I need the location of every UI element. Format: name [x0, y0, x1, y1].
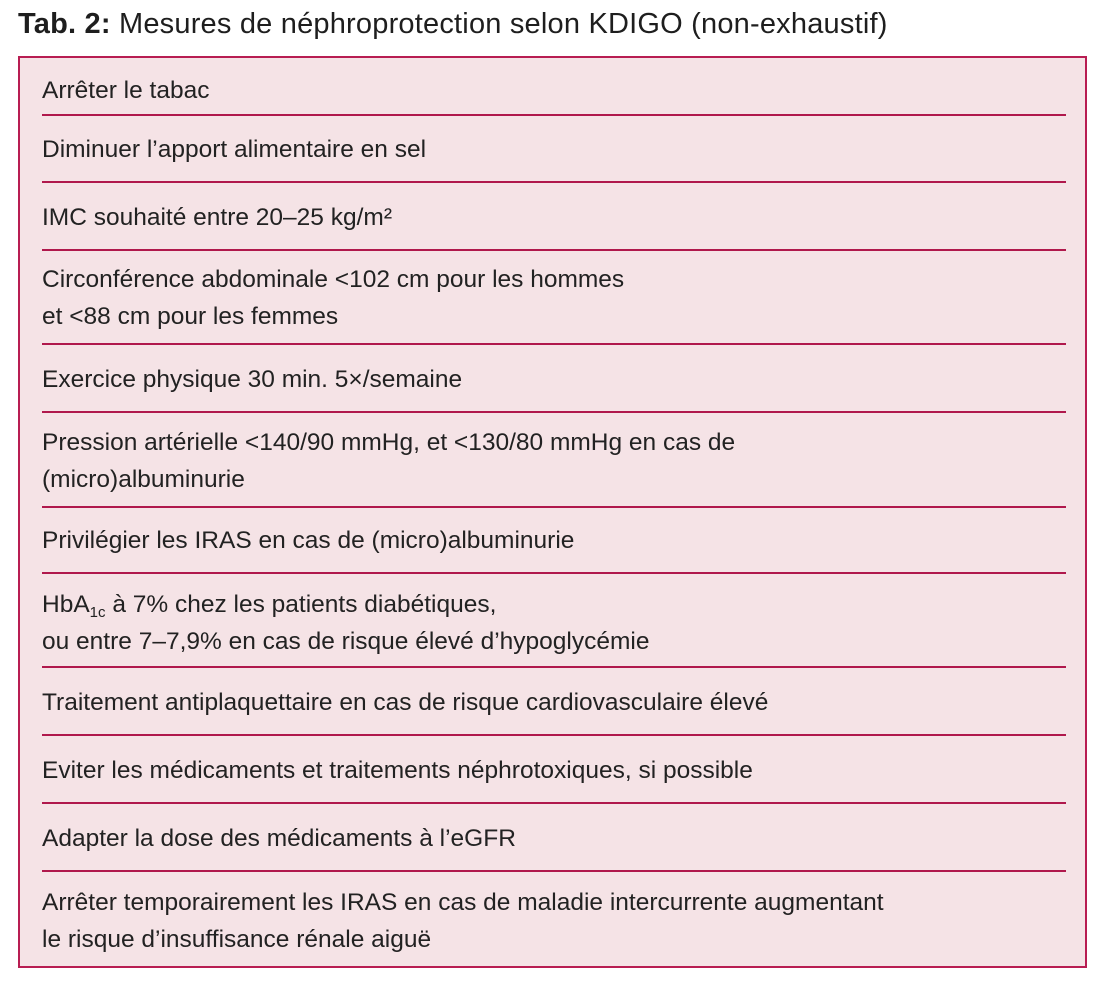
table-row: [42, 586, 1063, 660]
row-text: Eviter les médicaments et traitements néphrotoxiques, si possible: [42, 757, 753, 784]
row-text-line: et <88 cm pour les femmes: [42, 303, 339, 330]
table-row: [42, 424, 1063, 498]
row-text: IMC souhaité entre 20–25 kg/m²: [42, 204, 392, 231]
table-row: [42, 131, 1063, 168]
row-divider: [42, 572, 1066, 574]
row-text: Arrêter le tabac: [42, 77, 210, 104]
table-row: [42, 684, 1063, 721]
row-divider: [42, 114, 1066, 116]
row-text: Exercice physique 30 min. 5×/semaine: [42, 366, 463, 393]
table-label: Tab. 2:: [18, 8, 111, 40]
row-text-line: Arrêter temporairement les IRAS en cas de maladie intercurrente augmentant: [42, 889, 884, 916]
row-divider: [42, 181, 1066, 183]
table-row: [42, 261, 1063, 335]
row-text: Diminuer l’apport alimentaire en sel: [42, 136, 427, 163]
row-divider: [42, 802, 1066, 804]
table-title: Mesures de néphroprotection selon KDIGO (non-exhaustif): [110, 8, 888, 40]
row-text-line: ou entre 7–7,9% en cas de risque élevé d’hypoglycémie: [42, 628, 650, 655]
row-text: Privilégier les IRAS en cas de (micro)albuminurie: [42, 527, 575, 554]
row-divider: [42, 249, 1066, 251]
measures-table: [18, 56, 1087, 968]
row-divider: [42, 734, 1066, 736]
row-text-line: le risque d’insuffisance rénale aiguë: [42, 926, 432, 953]
row-divider: [42, 411, 1066, 413]
table-caption: [18, 6, 888, 42]
row-text: Traitement antiplaquettaire en cas de risque cardiovasculaire élevé: [42, 689, 769, 716]
table-row: [42, 820, 1063, 857]
row-text-line: Circonférence abdominale <102 cm pour les hommes: [42, 266, 625, 293]
table-row: [42, 361, 1063, 398]
row-divider: [42, 343, 1066, 345]
row-text: Adapter la dose des médicaments à l’eGFR: [42, 825, 516, 852]
table-row: [42, 884, 1063, 958]
table-row: [42, 752, 1063, 789]
hba-subscript: 1c: [89, 604, 106, 621]
row-text: à 7% chez les patients diabétiques,: [105, 591, 497, 618]
row-text-line: (micro)albuminurie: [42, 466, 245, 493]
row-text-line: [42, 586, 1063, 623]
table-row: [42, 199, 1063, 236]
hba-text: HbA: [42, 591, 90, 618]
row-divider: [42, 666, 1066, 668]
row-divider: [42, 870, 1066, 872]
row-divider: [42, 506, 1066, 508]
row-text-line: Pression artérielle <140/90 mmHg, et <130/80 mmHg en cas de: [42, 429, 736, 456]
table-row: [42, 72, 1063, 109]
table-row: [42, 522, 1063, 559]
